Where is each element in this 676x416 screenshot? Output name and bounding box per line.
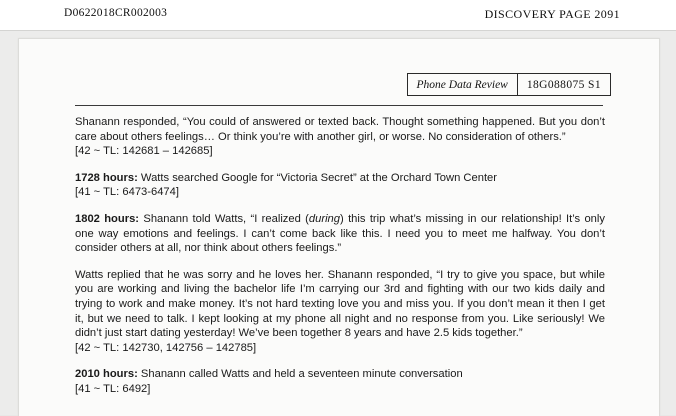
paragraph-5 <box>75 367 605 396</box>
paragraph-2-timestamp: 1728 hours: <box>75 171 138 184</box>
document-body <box>75 115 605 409</box>
paragraph-3-emphasis: during <box>308 212 341 225</box>
paragraph-2-reference: [41 ~ TL: 6473-6474] <box>75 186 179 199</box>
paragraph-4-reference: [42 ~ TL: 142730, 142756 – 142785] <box>75 341 257 354</box>
paragraph-2 <box>75 171 605 200</box>
paragraph-4 <box>75 268 605 356</box>
paragraph-3-text-after: ) this trip what’s missing in our relationship! It’s only one way emotions and feelings. I can’t come back like this. I need you to meet me halfway. You don’t consider others at all, nor think about others feelings.” <box>75 212 605 255</box>
stamp-value: 18G088075 S1 <box>526 78 601 91</box>
phone-data-review-stamp <box>407 73 611 96</box>
paragraph-5-reference: [41 ~ TL: 6492] <box>75 382 151 395</box>
discovery-page-label: DISCOVERY PAGE 2091 <box>484 7 620 21</box>
horizontal-rule <box>75 105 603 106</box>
paragraph-1 <box>75 115 605 159</box>
page-header <box>0 0 676 31</box>
paragraph-3-text-before: Shanann told Watts, “I realized ( <box>139 212 309 225</box>
paragraph-3-timestamp: 1802 hours: <box>75 212 140 225</box>
paragraph-4-text: Watts replied that he was sorry and he loves her. Shanann responded, “I try to give you space, but while you are working and living the bachelor life I’m carrying our 3rd and fighting with our two kids daily and trying to work and make money. It’s not hard texting love you and miss you. If you don’t mean it then I get it, but we need to talk. I kept looking at my phone all night and no response from you. Like seriously! We didn’t just start dating yesterday! We’ve been together 8 years and have 2.5 kids together.” <box>75 268 605 340</box>
paragraph-3 <box>75 212 605 256</box>
paragraph-5-timestamp: 2010 hours: <box>75 368 138 381</box>
case-number: D0622018CR002003 <box>64 7 168 19</box>
document-sheet <box>18 38 660 416</box>
paragraph-5-text: Shanann called Watts and held a seventeen minute conversation <box>137 368 463 381</box>
paragraph-2-text: Watts searched Google for “Victoria Secret” at the Orchard Town Center <box>137 171 498 184</box>
paragraph-1-text: Shanann responded, “You could of answered or texted back. Thought something happened. But you don’t care about others feelings… Or think you’re with another girl, or worse. No consideration of others.” <box>75 116 605 143</box>
paragraph-1-reference: [42 ~ TL: 142681 – 142685] <box>75 145 213 158</box>
stamp-label: Phone Data Review <box>408 74 518 95</box>
